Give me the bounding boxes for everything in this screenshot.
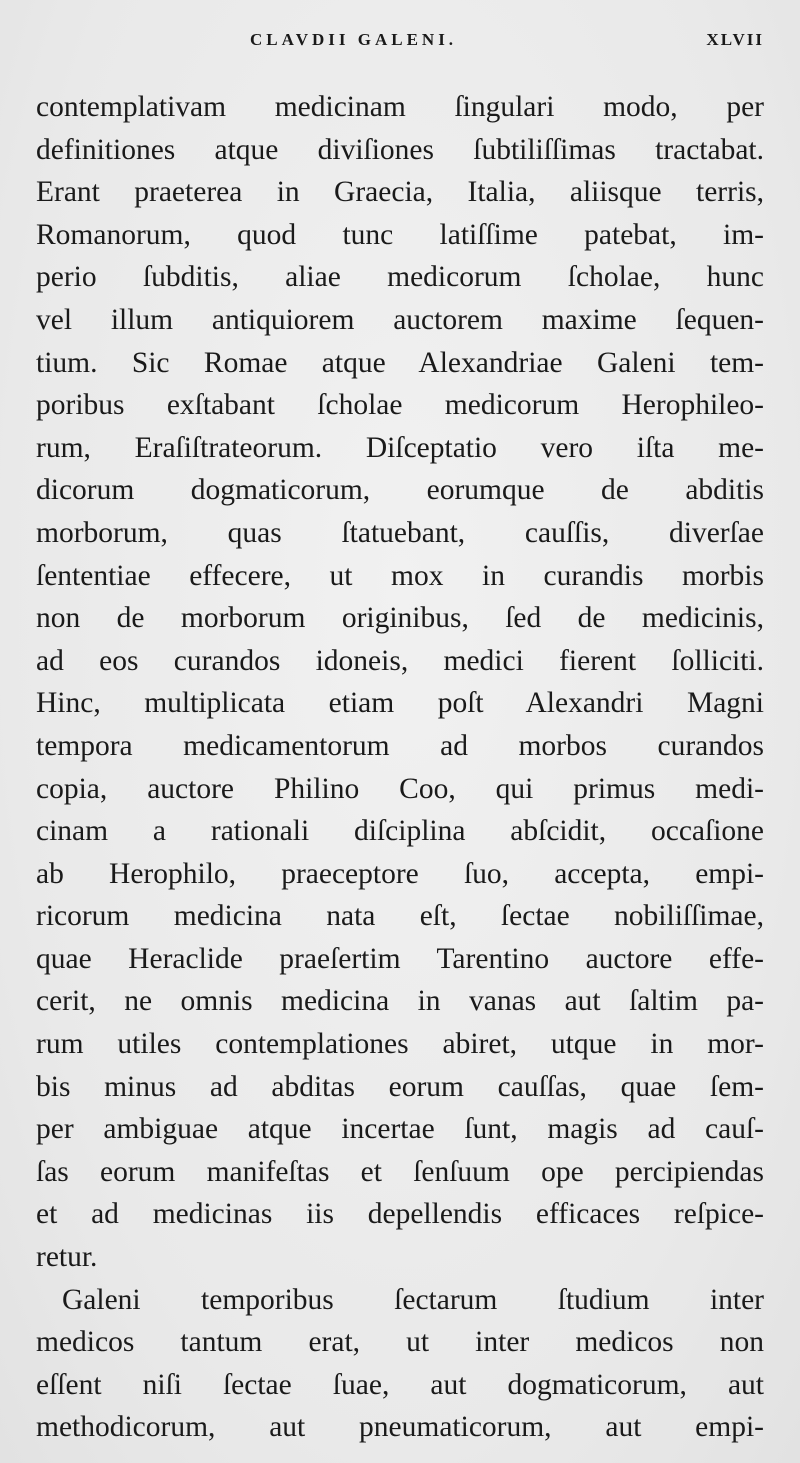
text-line: cerit, ne omnis medicina in vanas aut ſaltim pa-: [36, 985, 764, 1018]
text-line: retur.: [36, 1241, 98, 1274]
text-line: dicorum dogmaticorum, eorumque de abditis: [36, 474, 764, 507]
text-line: rum utiles contemplationes abiret, utque in mor-: [36, 1028, 764, 1061]
text-line: methodicorum, aut pneumaticorum, aut empi-: [36, 1411, 764, 1444]
running-head: CLAVDII GALENI.: [250, 30, 458, 49]
text-line: quae Heraclide praeſertim Tarentino auctore effe-: [36, 942, 764, 975]
text-line: medicos tantum erat, ut inter medicos non: [36, 1326, 764, 1359]
text-line: ricorum medicina nata eſt, ſectae nobiliſſimae,: [36, 900, 764, 933]
text-line: Romanorum, quod tunc latiſſime patebat, im-: [36, 218, 764, 251]
body-text: [36, 86, 764, 1449]
page-number: XLVII: [706, 30, 764, 49]
text-line: Hinc, multiplicata etiam poſt Alexandri Magni: [36, 687, 764, 720]
text-line: non de morborum originibus, ſed de medicinis,: [36, 602, 764, 635]
text-line: perio ſubditis, aliae medicorum ſcholae, hunc: [36, 261, 764, 294]
text-line: ab Herophilo, praeceptore ſuo, accepta, empi-: [36, 857, 764, 890]
text-line: ſententiae effecere, ut mox in curandis morbis: [36, 559, 764, 592]
text-line: per ambiguae atque incertae ſunt, magis ad cauſ-: [36, 1113, 764, 1146]
text-line: cinam a rationali diſciplina abſcidit, occaſione: [36, 815, 764, 848]
text-line: rum, Eraſiſtrateorum. Diſceptatio vero iſta me-: [36, 431, 764, 464]
text-line: contemplativam medicinam ſingulari modo, per: [36, 91, 764, 123]
text-line: eſſent niſi ſectae ſuae, aut dogmaticorum, aut: [36, 1368, 764, 1401]
text-line: Erant praeterea in Graecia, Italia, aliisque terris,: [36, 176, 764, 209]
text-line: copia, auctore Philino Coo, qui primus medi-: [36, 772, 764, 805]
text-line: bis minus ad abditas eorum cauſſas, quae ſem-: [36, 1070, 764, 1103]
text-line: morborum, quas ſtatuebant, cauſſis, diverſae: [36, 516, 764, 549]
text-line: tempora medicamentorum ad morbos curandos: [36, 729, 764, 762]
text-line: et ad medicinas iis depellendis efficaces reſpice-: [36, 1198, 764, 1231]
page-header: [0, 30, 800, 60]
text-line: poribus exſtabant ſcholae medicorum Herophileo-: [36, 389, 764, 422]
text-line: ſas eorum manifeſtas et ſenſuum ope percipiendas: [36, 1155, 764, 1188]
text-line: Galeni temporibus ſectarum ſtudium inter: [62, 1283, 764, 1316]
text-line: tium. Sic Romae atque Alexandriae Galeni tem-: [36, 346, 764, 379]
text-line: ad eos curandos idoneis, medici fierent ſolliciti.: [36, 644, 764, 677]
text-line: vel illum antiquiorem auctorem maxime ſequen-: [36, 303, 764, 336]
text-line: definitiones atque diviſiones ſubtiliſſimas tractabat.: [36, 133, 764, 166]
